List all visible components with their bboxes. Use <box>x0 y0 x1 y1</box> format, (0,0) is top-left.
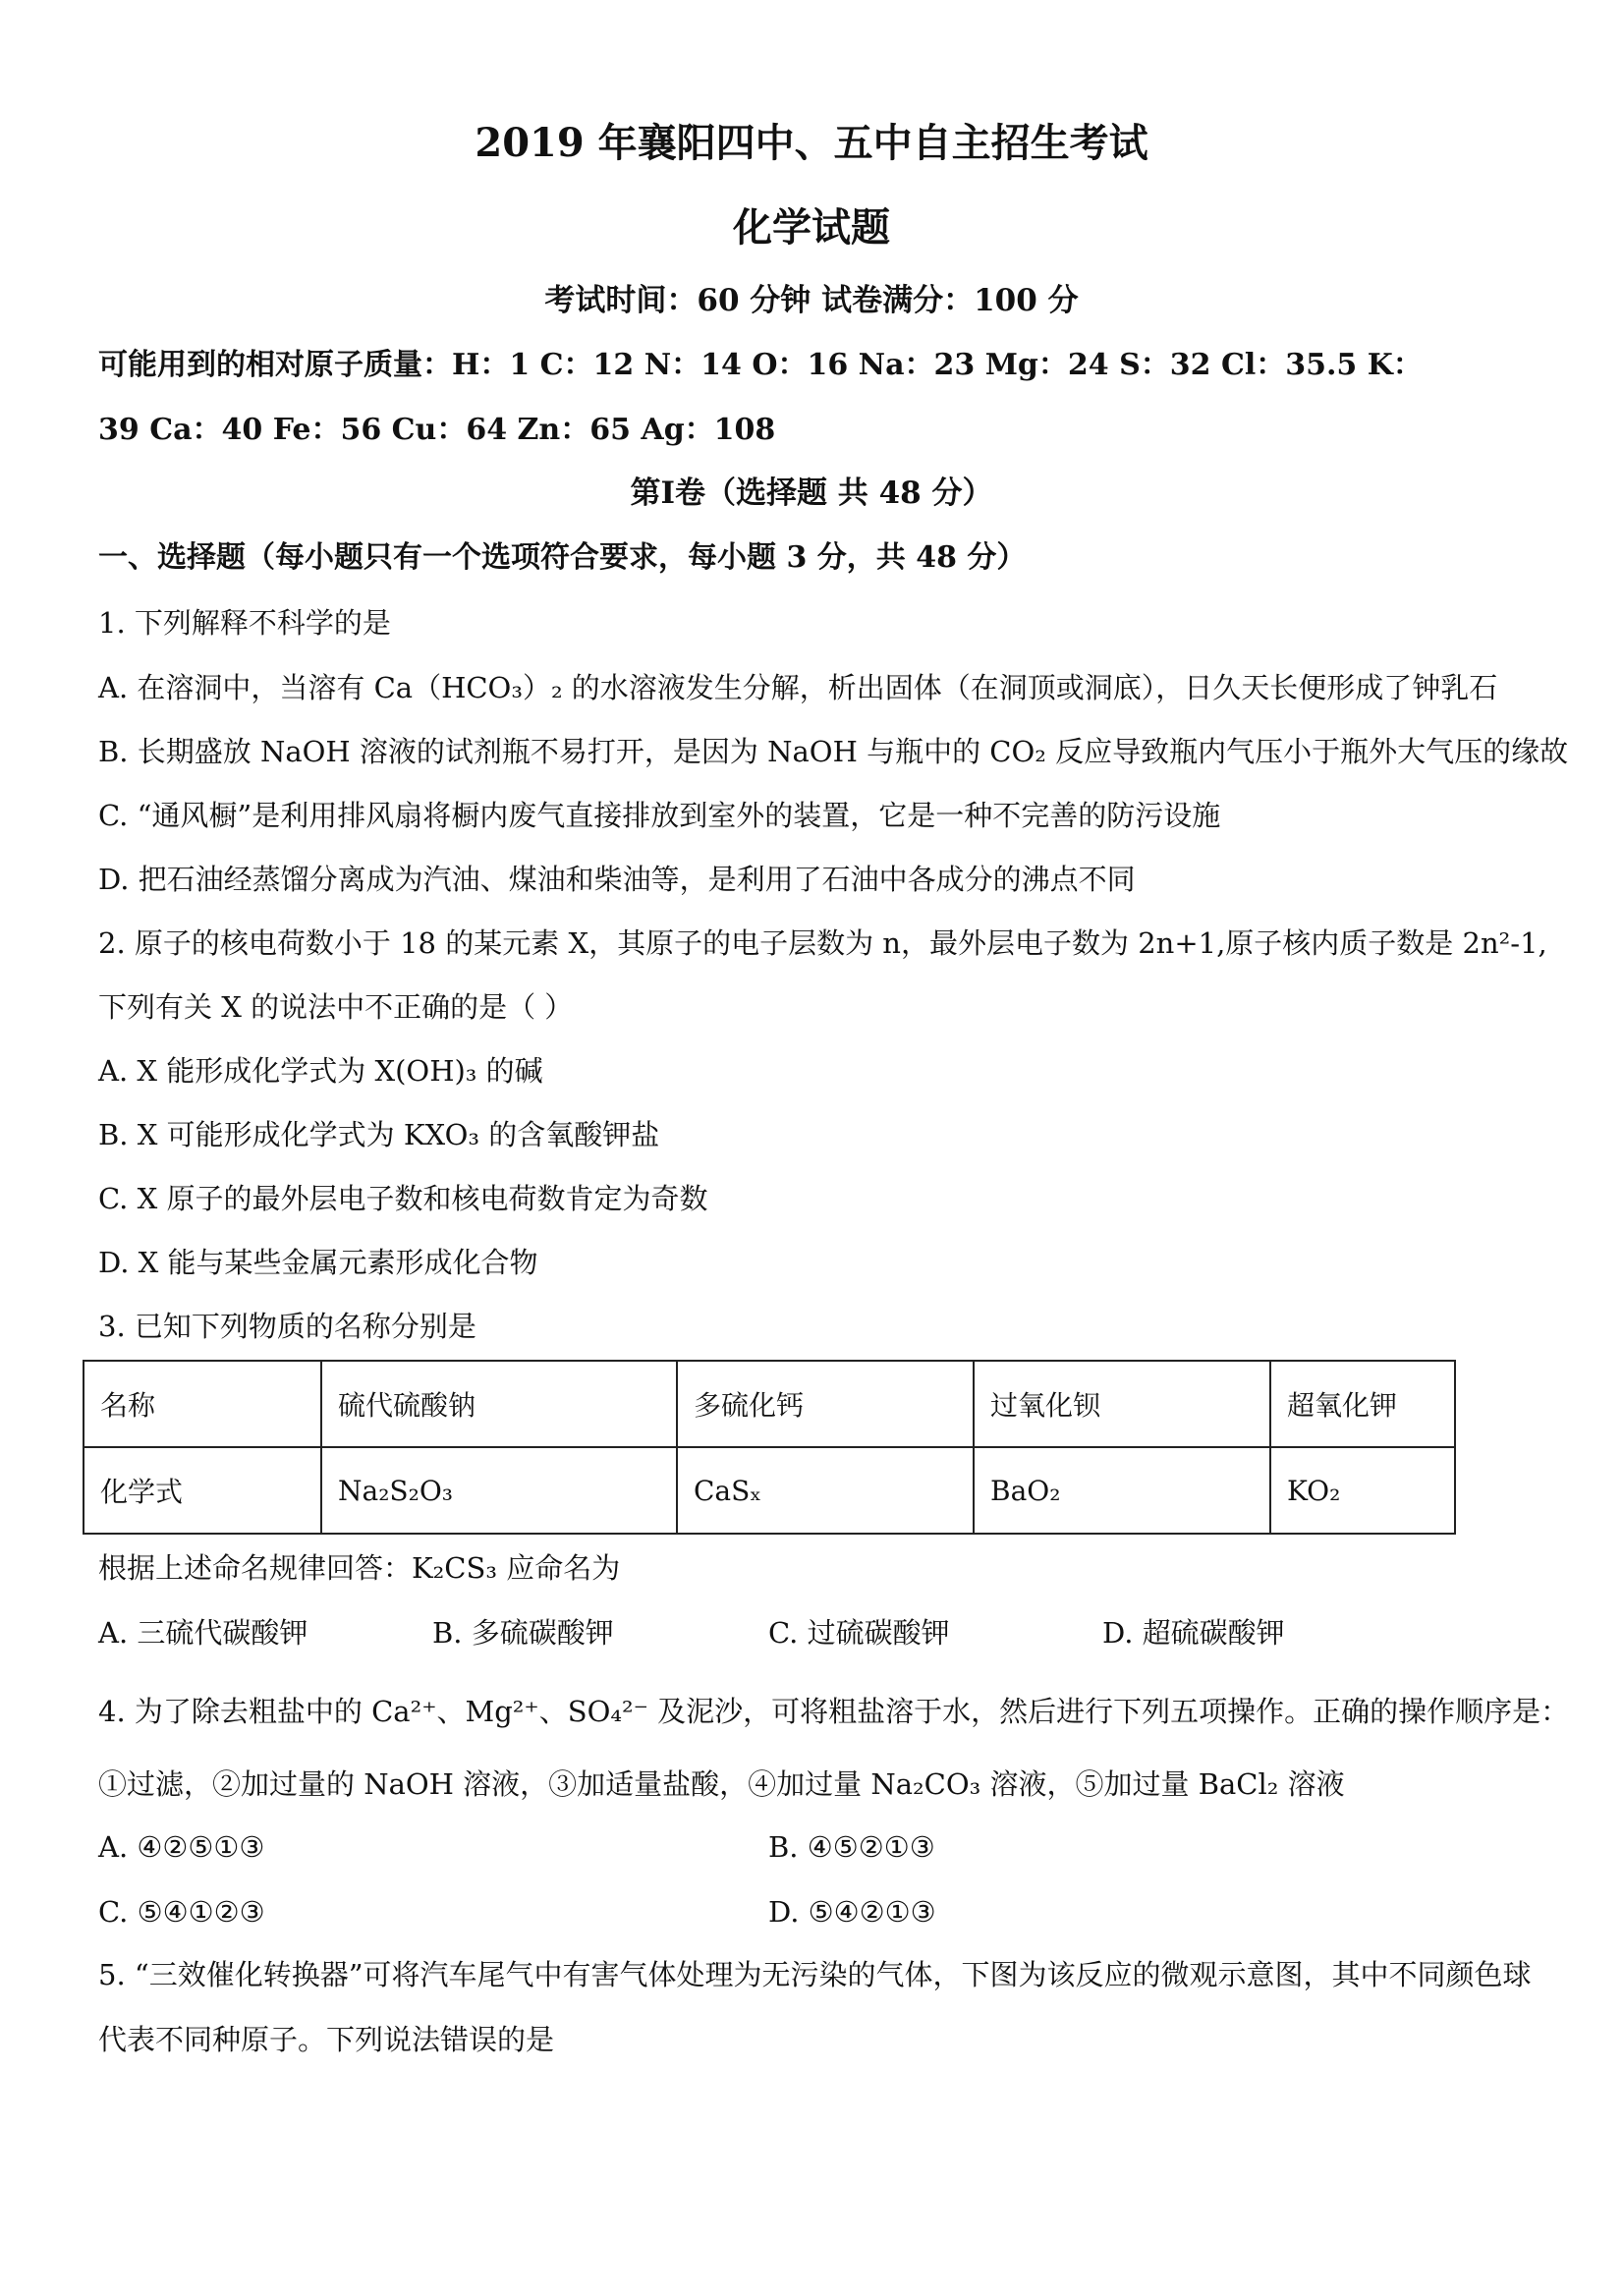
naming-table <box>83 1360 1456 1535</box>
table-cell: 多硫化钙 <box>677 1361 974 1447</box>
q4-steps: ①过滤，②加过量的 NaOH 溶液，③加适量盐酸，④加过量 Na₂CO₃ 溶液，⑤加过量 BaCl₂ 溶液 <box>98 1767 1345 1801</box>
q5-stem-line-2: 代表不同种原子。下列说法错误的是 <box>98 2023 555 2056</box>
q1-stem: 1. 下列解释不科学的是 <box>98 606 391 640</box>
q2-option-d: D. X 能与某些金属元素形成化合物 <box>98 1246 538 1279</box>
q2-option-c: C. X 原子的最外层电子数和核电荷数肯定为奇数 <box>98 1182 708 1215</box>
table-cell: 化学式 <box>84 1447 321 1534</box>
table-row <box>84 1447 1455 1534</box>
q3-option-c: C. 过硫碳酸钾 <box>768 1616 950 1650</box>
table-cell: 硫代硫酸钠 <box>321 1361 677 1447</box>
subject-title: 化学试题 <box>733 204 890 251</box>
table-cell: 过氧化钡 <box>974 1361 1270 1447</box>
section-heading: 一、选择题（每小题只有一个选项符合要求，每小题 3 分，共 48 分） <box>98 540 1027 575</box>
table-cell: 名称 <box>84 1361 321 1447</box>
table-cell: KO₂ <box>1270 1447 1455 1534</box>
table-cell: 超氧化钾 <box>1270 1361 1455 1447</box>
table-cell: Na₂S₂O₃ <box>321 1447 677 1534</box>
volume-title: 第Ⅰ卷（选择题 共 48 分） <box>630 476 993 511</box>
q4-option-a: A. ④②⑤①③ <box>98 1830 265 1864</box>
q1-option-c: C. “通风橱”是利用排风扇将橱内废气直接排放到室外的装置，它是一种不完善的防污设施 <box>98 799 1221 832</box>
q4-option-d: D. ⑤④②①③ <box>768 1895 936 1929</box>
q1-option-d: D. 把石油经蒸馏分离成为汽油、煤油和柴油等，是利用了石油中各成分的沸点不同 <box>98 863 1136 896</box>
atomic-mass-line-2: 39 Ca：40 Fe：56 Cu：64 Zn：65 Ag：108 <box>98 413 776 447</box>
q1-option-b: B. 长期盛放 NaOH 溶液的试剂瓶不易打开，是因为 NaOH 与瓶中的 CO₂ 反应导致瓶内气压小于瓶外大气压的缘故 <box>98 735 1569 768</box>
q2-stem-line-1: 2. 原子的核电荷数小于 18 的某元素 X，其原子的电子层数为 n，最外层电子数为 2n+1,原子核内质子数是 2n²-1, <box>98 926 1547 960</box>
q3-stem: 3. 已知下列物质的名称分别是 <box>98 1310 476 1343</box>
q4-option-b: B. ④⑤②①③ <box>768 1830 935 1864</box>
q3-option-d: D. 超硫碳酸钾 <box>1102 1616 1285 1650</box>
atomic-mass-line-1: 可能用到的相对原子质量：H：1 C：12 N：14 O：16 Na：23 Mg：24 S：32 Cl：35.5 K： <box>98 348 1423 382</box>
table-cell: CaSₓ <box>677 1447 974 1534</box>
table-cell: BaO₂ <box>974 1447 1270 1534</box>
q2-stem-line-2: 下列有关 X 的说法中不正确的是（ ） <box>98 990 574 1024</box>
table-row <box>84 1361 1455 1447</box>
q4-stem: 4. 为了除去粗盐中的 Ca²⁺、Mg²⁺、SO₄²⁻ 及泥沙，可将粗盐溶于水，然后进行下列五项操作。正确的操作顺序是： <box>98 1695 1570 1728</box>
q2-option-a: A. X 能形成化学式为 X(OH)₃ 的碱 <box>98 1054 543 1088</box>
q1-option-a: A. 在溶洞中，当溶有 Ca（HCO₃）₂ 的水溶液发生分解，析出固体（在洞顶或洞底），日久天长便形成了钟乳石 <box>98 671 1498 704</box>
q5-stem-line-1: 5. “三效催化转换器”可将汽车尾气中有害气体处理为无污染的气体，下图为该反应的微观示意图，其中不同颜色球 <box>98 1958 1532 1991</box>
q3-option-b: B. 多硫碳酸钾 <box>432 1616 614 1650</box>
q3-option-a: A. 三硫代碳酸钾 <box>98 1616 308 1650</box>
exam-info: 考试时间：60 分钟 试卷满分：100 分 <box>544 283 1079 318</box>
q4-option-c: C. ⑤④①②③ <box>98 1895 265 1929</box>
q2-option-b: B. X 可能形成化学式为 KXO₃ 的含氧酸钾盐 <box>98 1118 660 1151</box>
q3-question: 根据上述命名规律回答：K₂CS₃ 应命名为 <box>98 1551 621 1585</box>
exam-title: 2019 年襄阳四中、五中自主招生考试 <box>475 120 1148 166</box>
